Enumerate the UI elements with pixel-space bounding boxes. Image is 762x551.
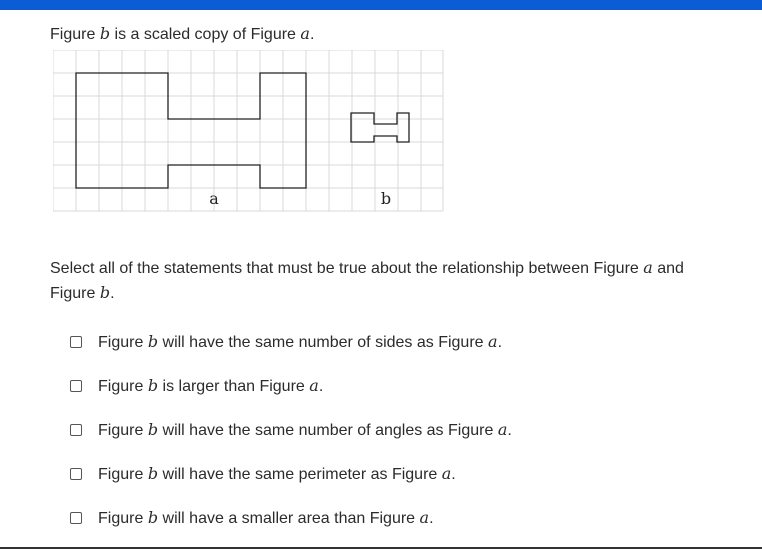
option-same-angles[interactable] [70,419,512,441]
prompt-var-b: b [99,24,111,43]
checkbox[interactable] [70,380,82,392]
checkbox[interactable] [70,512,82,524]
figure-b-label: b [380,189,392,208]
top-accent-bar [0,0,762,10]
figure-a-label: a [209,189,219,208]
option-label: Figure b is larger than Figure a. [98,376,324,395]
question-text [50,256,730,306]
option-same-perimeter[interactable] [70,463,512,485]
option-label: Figure b will have the same number of angles as Figure a. [98,420,512,439]
option-label: Figure b will have the same perimeter as Figure a. [98,464,456,483]
figure-b-shape [351,113,409,142]
checkbox[interactable] [70,424,82,436]
prompt-middle: is a scaled copy of Figure [114,26,296,43]
option-larger[interactable] [70,375,512,397]
prompt-end: . [309,26,315,43]
question-var-b: b [99,283,111,302]
option-label: Figure b will have a smaller area than Figure a. [98,508,434,527]
question-main: Select all of the statements that must be true about the relationship between Figure [50,260,639,277]
grid-lines [53,50,443,211]
answer-options [70,331,512,551]
question-end: . [110,285,115,302]
question-and: and [657,260,684,277]
checkbox[interactable] [70,468,82,480]
prompt-text [50,24,314,44]
option-same-sides[interactable] [70,331,512,353]
option-smaller-area[interactable] [70,507,512,529]
prompt-var-a: a [300,24,310,43]
figure-grid [53,50,445,212]
option-label: Figure b will have the same number of sides as Figure a. [98,332,503,351]
question-var-a: a [643,258,653,277]
question-figure-word: Figure [50,285,96,302]
bottom-divider [0,547,762,549]
prompt-word: Figure [50,26,96,43]
checkbox[interactable] [70,336,82,348]
